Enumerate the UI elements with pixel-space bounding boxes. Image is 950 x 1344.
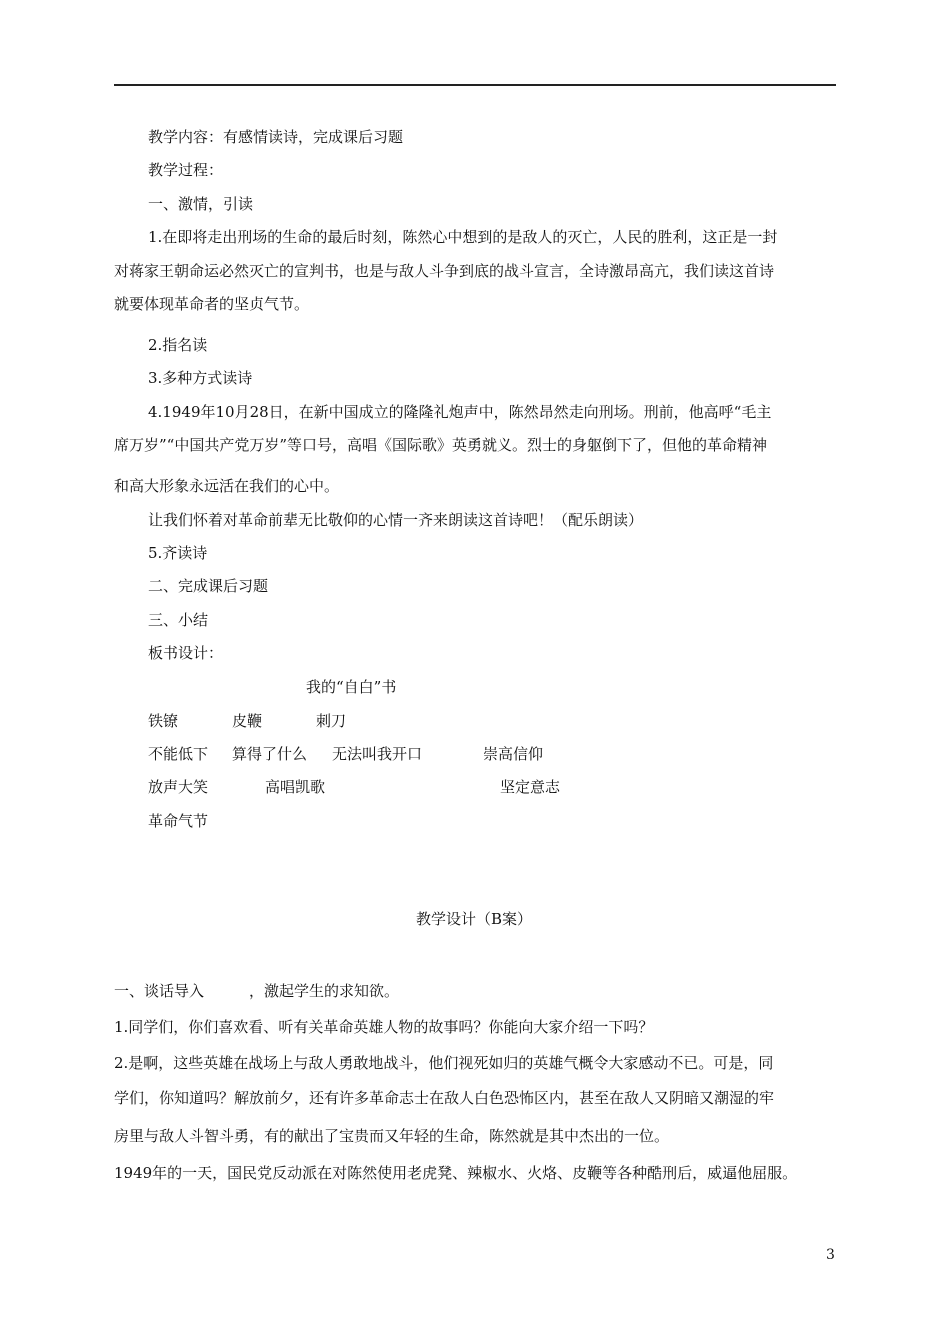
board-cell: 放声大笑: [148, 778, 209, 796]
board-design-label: 板书设计：: [148, 644, 224, 662]
section-b-heading: [114, 981, 399, 1001]
header-rule: [114, 84, 836, 86]
section-b-heading-left: 一、谈话导入: [114, 982, 205, 1000]
board-cell: 算得了什么: [232, 745, 308, 763]
paragraph-line: 席万岁”“中国共产党万岁”等口号，高唱《国际歌》英勇就义。烈士的身躯倒下了，但他的革命精神: [114, 436, 768, 454]
board-cell: 皮鞭: [232, 712, 263, 730]
paragraph-line: 对蒋家王朝命运必然灭亡的宣判书，也是与敌人斗争到底的战斗宣言，全诗激昂高亢，我们读这首诗: [114, 262, 775, 280]
page-number: 3: [826, 1247, 835, 1263]
section-b-title: 教学设计（B案）: [416, 910, 533, 928]
board-cell: 刺刀: [316, 712, 347, 730]
section-heading: 三、小结: [148, 611, 209, 629]
board-cell: 崇高信仰: [483, 745, 544, 763]
paragraph-line: 学们，你知道吗？解放前夕，还有许多革命志士在敌人白色恐怖区内，甚至在敌人又阴暗又潮湿的牢: [114, 1089, 775, 1107]
paragraph-line: 1949年的一天，国民党反动派在对陈然使用老虎凳、辣椒水、火烙、皮鞭等各种酷刑后，威逼他屈服。: [114, 1164, 798, 1182]
board-cell: 高唱凯歌: [265, 778, 326, 796]
paragraph-line: 和高大形象永远活在我们的心中。: [114, 477, 340, 495]
paragraph-line: 1.同学们，你们喜欢看、听有关革命英雄人物的故事吗？你能向大家介绍一下吗？: [114, 1018, 654, 1036]
board-cell: 不能低下: [148, 745, 209, 763]
section-heading: 二、完成课后习题: [148, 577, 269, 595]
teaching-content: 教学内容：有感情读诗，完成课后习题: [148, 128, 404, 146]
paragraph-line: 就要体现革命者的坚贞气节。: [114, 295, 310, 313]
board-cell: 无法叫我开口: [332, 745, 423, 763]
paragraph-line: 让我们怀着对革命前辈无比敬仰的心情一齐来朗读这首诗吧！（配乐朗读）: [148, 511, 644, 529]
paragraph-line: 2.是啊，这些英雄在战场上与敌人勇敢地战斗，他们视死如归的英雄气概令大家感动不已。可是，同: [114, 1054, 774, 1072]
board-cell: 铁镣: [148, 712, 179, 730]
paragraph-line: 4.1949年10月28日，在新中国成立的隆隆礼炮声中，陈然昂然走向刑场。刑前，他高呼“毛主: [148, 403, 772, 421]
board-title: 我的“自白”书: [306, 678, 397, 696]
teaching-process-label: 教学过程：: [148, 161, 224, 179]
step-line: 2.指名读: [148, 336, 208, 354]
paragraph-line: 房里与敌人斗智斗勇，有的献出了宝贵而又年轻的生命，陈然就是其中杰出的一位。: [114, 1127, 670, 1145]
board-cell: 革命气节: [148, 812, 209, 830]
board-cell: 坚定意志: [500, 778, 561, 796]
paragraph-line: 1.在即将走出刑场的生命的最后时刻，陈然心中想到的是敌人的灭亡，人民的胜利，这正是一封: [148, 228, 778, 246]
section-heading: 一、激情，引读: [148, 195, 254, 213]
section-b-heading-right: ，激起学生的求知欲。: [249, 982, 400, 1000]
step-line: 3.多种方式读诗: [148, 369, 253, 387]
step-line: 5.齐读诗: [148, 544, 208, 562]
